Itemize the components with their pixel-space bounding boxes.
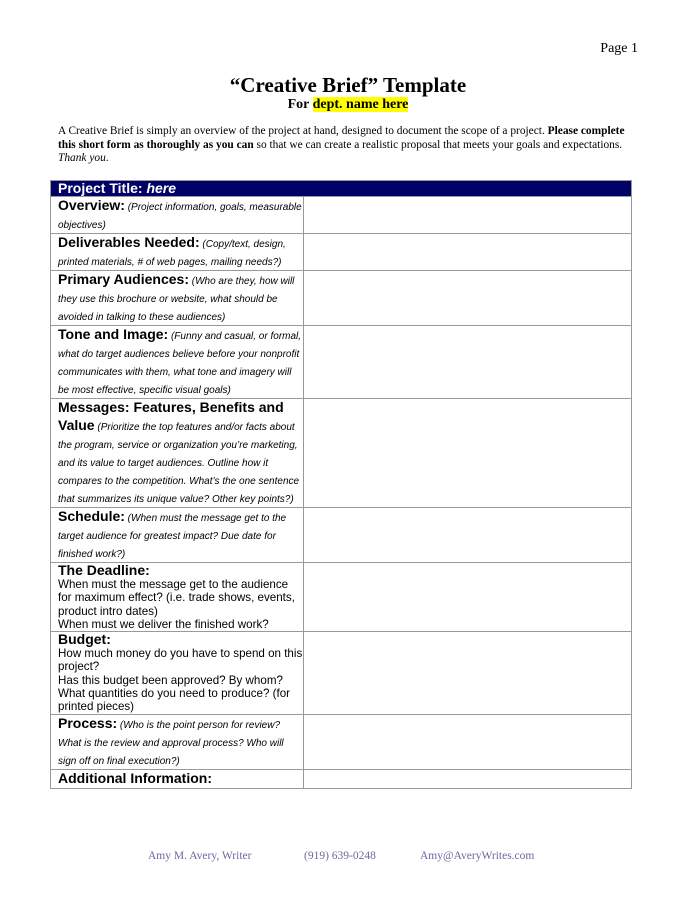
form-row-budget	[51, 632, 632, 714]
budget-answer-field[interactable]	[304, 632, 632, 714]
footer-author: Amy M. Avery, Writer	[148, 850, 252, 862]
deadline-answer-field[interactable]	[304, 563, 632, 632]
schedule-answer-field[interactable]	[304, 508, 632, 563]
row-question: How much money do you have to spend on this project?	[58, 647, 303, 674]
project-title-row	[51, 181, 632, 197]
row-question: What quantities do you need to produce? (for printed pieces)	[58, 687, 291, 714]
additional-info-answer-field[interactable]	[304, 769, 632, 788]
footer-email[interactable]: Amy@AveryWrites.com	[420, 850, 535, 862]
document-subtitle	[0, 97, 696, 113]
form-row-additional-info	[51, 769, 632, 788]
row-label	[51, 399, 304, 508]
form-row-deadline	[51, 563, 632, 632]
form-row-tone	[51, 326, 632, 399]
form-row-audiences	[51, 271, 632, 326]
intro-end: .	[105, 152, 109, 164]
row-hint: (Project information, goals, measurable objectives)	[58, 202, 302, 231]
row-title: Process:	[58, 714, 118, 731]
row-question: Has this budget been approved? By whom?	[58, 673, 283, 687]
row-question: When must we deliver the finished work?	[58, 617, 269, 631]
row-hint: (Prioritize the top features and/or facts about the program, service or organization you’re marketing, and its value to target audiences. Outline how it compares to the competition. What’s the one sentence that summarizes its unique value? Other key points?)	[58, 422, 300, 505]
row-title: Tone and Image:	[58, 326, 169, 342]
row-title: Overview:	[58, 197, 125, 213]
row-label	[51, 714, 304, 769]
row-hint: (Copy/text, design, printed materials, # of web pages, mailing needs?)	[58, 239, 286, 268]
intro-text-2: so that we can create a realistic proposal that meets your goals and expectations.	[253, 138, 623, 151]
row-title: Primary Audiences:	[58, 271, 189, 287]
overview-answer-field[interactable]	[304, 197, 632, 234]
intro-emphasis: Please complete this short form as thoroughly as you can	[58, 125, 625, 151]
process-answer-field[interactable]	[304, 714, 632, 769]
form-row-messages	[51, 399, 632, 508]
row-hint: (Funny and casual, or formal, what do target audiences believe before your nonprofit communicates with them, what tone and imagery will be most effective, specific visual goals)	[58, 331, 302, 396]
row-label	[51, 508, 304, 563]
form-row-overview	[51, 197, 632, 234]
row-title: The Deadline:	[58, 562, 150, 578]
row-hint: (Who is the point person for review? What is the review and approval process? Who will sign off on final execution?)	[58, 719, 284, 767]
form-row-schedule	[51, 508, 632, 563]
footer-phone: (919) 639-0248	[304, 850, 376, 862]
row-title: Budget:	[58, 631, 111, 648]
row-title: Messages: Features, Benefits and Value	[58, 399, 284, 433]
messages-answer-field[interactable]	[304, 399, 632, 508]
project-title-label: Project Title:	[58, 180, 147, 196]
intro-paragraph	[58, 125, 638, 166]
project-title-cell[interactable]	[51, 181, 632, 197]
page-number: Page 1	[600, 41, 638, 56]
row-label	[51, 197, 304, 234]
document-title: “Creative Brief” Template	[229, 73, 467, 97]
audiences-answer-field[interactable]	[304, 271, 632, 326]
form-row-deliverables	[51, 234, 632, 271]
row-label	[51, 769, 304, 788]
project-title-value[interactable]: here	[146, 180, 177, 196]
row-title: Additional Information:	[58, 769, 212, 786]
row-label	[51, 326, 304, 399]
row-label	[51, 632, 304, 714]
row-title: Schedule:	[58, 508, 125, 524]
row-hint: (When must the message get to the target audience for greatest impact? Due date for finished work?)	[58, 513, 287, 560]
intro-text: A Creative Brief is simply an overview of the project at hand, designed to document the scope of a project.	[58, 125, 548, 137]
creative-brief-form	[50, 180, 632, 789]
deliverables-answer-field[interactable]	[304, 234, 632, 271]
row-label	[51, 271, 304, 326]
intro-thanks: Thank you	[58, 152, 106, 164]
subtitle-prefix: For	[287, 97, 313, 112]
form-row-process	[51, 714, 632, 769]
tone-answer-field[interactable]	[304, 326, 632, 399]
row-hint: (Who are they, how will they use this brochure or website, what should be avoided in talking to these audiences)	[58, 276, 295, 323]
row-label	[51, 234, 304, 271]
dept-name-placeholder[interactable]: dept. name here	[312, 97, 409, 112]
row-label	[51, 563, 304, 632]
row-title: Deliverables Needed:	[58, 234, 200, 250]
row-question: When must the message get to the audience for maximum effect? (i.e. trade shows, events, product intro dates)	[58, 578, 295, 618]
